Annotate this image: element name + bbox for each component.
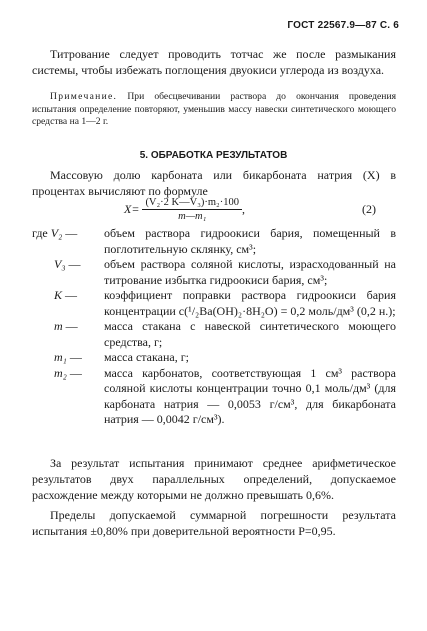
definition-text: коэффициент поправки раствора гидроокиси бария концентрации c(¹/₂Ba(OH)₂·8H₂O) = 0,2 моль/дм³ (0,2 н.); — [104, 288, 396, 318]
definition-symbol: m — — [54, 319, 81, 333]
definition-row — [32, 350, 396, 366]
definition-text: объем раствора гидроокиси бария, помещенный в поглотительную склянку, см³; — [104, 226, 396, 256]
definition-row — [32, 288, 396, 319]
titration-paragraph: Титрование следует проводить тотчас же после размыкания системы, чтобы избежать поглощения двуокиси углерода из воздуха. — [32, 47, 396, 77]
result-paragraph: За результат испытания принимают среднее арифметическое результатов двух параллельных определений, допускаемое расхождение между которыми не должно превышать 0,6%. — [32, 456, 396, 502]
formula-number: (2) — [362, 202, 376, 216]
definition-symbol: m₂ — — [54, 365, 85, 380]
definitions-list — [32, 226, 396, 428]
definition-text: масса карбонатов, соответствующая 1 см³ раствора соляной кислоты концентрации точно 0,1 моль/дм³ (для карбоната натрия — 0,0053 г/см³, для бикарбоната натрия — 0,0042 г/см³). — [104, 365, 396, 426]
definition-row — [32, 257, 396, 288]
formula-denominator: m—m₁ — [178, 211, 207, 222]
section-title: 5. ОБРАБОТКА РЕЗУЛЬТАТОВ — [139, 150, 288, 161]
definition-symbol: где V₂ — — [32, 226, 81, 240]
definition-symbol: V₃ — — [54, 257, 84, 271]
intro-paragraph: Массовую долю карбоната или бикарбоната натрия (X) в процентах вычисляют по формуле — [32, 168, 396, 198]
error-paragraph: Пределы допускаемой суммарной погрешности результата испытания ±0,80% при доверительной вероятности P=0,95. — [32, 508, 396, 538]
definition-text: объем раствора соляной кислоты, израсходованный на титрование избытка гидроокиси бария, см³; — [104, 257, 396, 287]
definition-symbol: K — — [54, 288, 81, 302]
page-header: ГОСТ 22567.9—87 С. 6 — [287, 20, 399, 31]
formula-numerator: (V₂·2 K—V₃)·m₂·100 — [142, 197, 242, 210]
definition-text: масса стакана с навеской синтетического моющего средства, г; — [104, 319, 396, 349]
definition-symbol: m₁ — — [54, 350, 85, 364]
definition-text: масса стакана, г; — [104, 350, 189, 364]
definition-row — [32, 319, 396, 350]
definition-row — [32, 226, 396, 257]
definition-row — [32, 366, 396, 428]
note-block — [32, 91, 396, 129]
note-text: При обесцвечивании раствора до окончания проведения испытания определение повторяют, уменьшив массу навески синтетического моющего средства на 1—2 г. — [32, 91, 396, 127]
formula-fraction — [142, 197, 242, 222]
formula — [124, 197, 245, 222]
note-label: Примечание. — [50, 91, 118, 102]
formula-tail: , — [241, 202, 245, 216]
formula-lhs: X= — [124, 202, 140, 216]
